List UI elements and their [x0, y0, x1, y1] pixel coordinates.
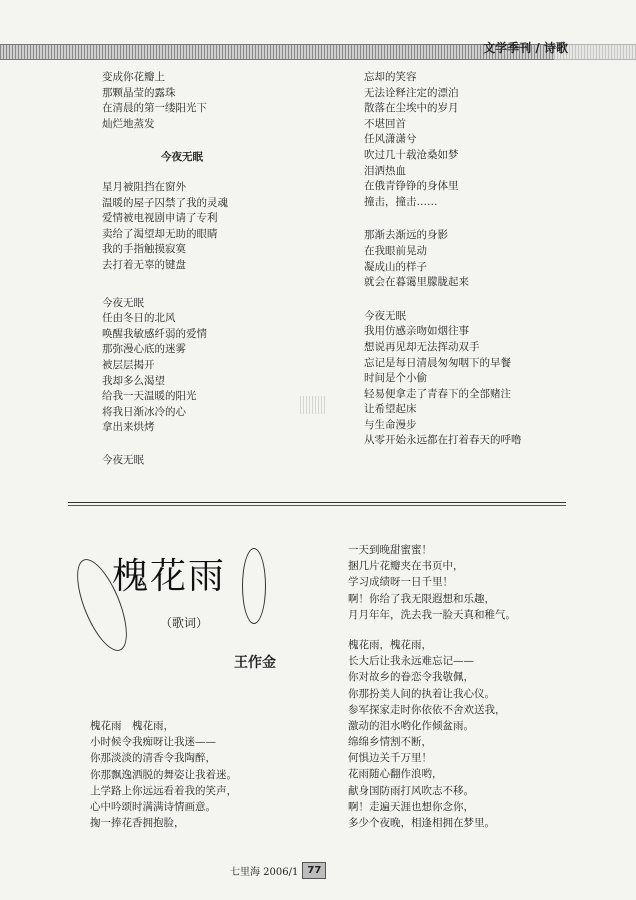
poem-line: 今夜无眠: [364, 309, 406, 322]
lyric-line: 献身国防雨打风吹志不移。: [348, 784, 474, 797]
lyric-line: 学习成绩呀一日千里！: [348, 576, 453, 589]
author-name: 王作金: [234, 655, 276, 671]
section-label: 文学季刊 / 诗歌: [483, 40, 568, 55]
poem-line: 那颗晶莹的露珠: [102, 86, 176, 99]
poem-line: 与生命漫步: [364, 418, 417, 431]
poem-line: 吹过几十载沧桑如梦: [364, 148, 459, 161]
poem-line: 唤醒我敏感纤弱的爱情: [102, 327, 207, 340]
poem-line: 撞击，撞击……: [364, 195, 438, 208]
lyric-line: 小时候令我痴呀让我迷——: [90, 736, 216, 749]
poem-line: 我的手指触摸寂寞: [102, 243, 186, 256]
poem-line: 想说再见却无法挥动双手: [364, 340, 480, 353]
poem-stanza: [102, 180, 262, 274]
lyric-line: 参军探家走时你依依不舍欢送我，: [348, 703, 506, 716]
lyric-line: 多少个夜晚，相逢相拥在梦里。: [348, 817, 495, 829]
poem-line: 拿出来烘烤: [102, 421, 155, 434]
lyric-line: 你那淡淡的清香令我陶醉，: [90, 752, 216, 765]
poem-line: 将我日渐冰冷的心: [102, 405, 186, 418]
poem-line: 在俄青铮铮的身体里: [364, 180, 459, 193]
poem-line: 去打着无辜的键盘: [102, 258, 186, 271]
lyric-line: 你那扮美人间的执着让我心仪。: [348, 687, 495, 700]
poem-line: 我却多么渴望: [102, 374, 165, 387]
lyric-line: 槐花雨，槐花雨，: [348, 638, 432, 651]
poem-line: 温暖的屋子囚禁了我的灵魂: [102, 196, 228, 209]
page-number: 77: [302, 862, 326, 879]
poem-line: 被层层揭开: [102, 358, 155, 371]
poem-line: 在我眼前晃动: [364, 244, 427, 257]
poem-stanza: [364, 70, 522, 210]
poem-line: 那渐去渐远的身影: [364, 229, 448, 242]
lyric-line: 上学路上你远远看着我的笑声，: [90, 784, 237, 797]
poem-line: 忘却的笑容: [364, 71, 417, 83]
lyric-line: 捆几片花瓣夹在书页中，: [348, 560, 464, 573]
poem-line: 给我一天温暖的阳光: [102, 390, 197, 403]
poem-line: 任由冬日的北风: [102, 312, 176, 325]
poem-line: 从零开始永远都在打着春天的呼噜: [364, 434, 522, 447]
poem-line: 凝成山的样子: [364, 260, 427, 273]
lyrics-left-column: [90, 718, 237, 831]
lyric-line: 绵绵乡情割不断，: [348, 736, 432, 749]
poem-line: 散落在尘埃中的岁月: [364, 102, 459, 115]
magazine-issue: 七里海 2006/1: [230, 866, 299, 878]
poem-stanza: [364, 309, 522, 449]
poem-line: 星月被阻挡在窗外: [102, 180, 186, 193]
print-smudge: [300, 396, 326, 414]
poem-continuation: [102, 70, 262, 132]
poem-line: 让希望起床: [364, 403, 417, 416]
poem-line: 就会在暮霭里朦胧起来: [364, 276, 469, 289]
song-title: 槐花雨: [112, 556, 227, 597]
poem-line: 灿烂地蒸发: [102, 117, 155, 130]
poem-line: 忘记是每日清晨匆匆咽下的早餐: [364, 356, 511, 369]
lyric-line: 啊！你给了我无限遐想和乐趣，: [348, 592, 495, 605]
right-column: [364, 70, 522, 449]
poem-line: 轻易便拿走了青春下的全部赌注: [364, 387, 511, 400]
left-column: [102, 70, 262, 468]
poem-line: 爱情被电视剧申请了专利: [102, 212, 218, 225]
poem-line: 在清晨的第一缕阳光下: [102, 102, 207, 115]
page-footer: [230, 861, 326, 879]
poem-line: 变成你花瓣上: [102, 71, 165, 83]
lyrics-right-column: [348, 542, 516, 831]
poem-line: 不堪回首: [364, 117, 406, 130]
poem-stanza: [364, 228, 522, 290]
lyric-line: 槐花雨 槐花雨，: [90, 720, 174, 732]
lyric-line: 你对故乡的眷恋令我敬佩，: [348, 671, 474, 684]
section-divider: [68, 502, 566, 503]
lyric-line: 你那飘逸洒脱的舞姿让我着迷。: [90, 768, 237, 781]
section-divider: [68, 505, 566, 506]
poem-line: 无法诠释注定的漂泊: [364, 86, 459, 99]
lyric-line: 一天到晚甜蜜蜜！: [348, 544, 432, 556]
lyric-line: 掬一捧花香拥抱脸，: [90, 817, 185, 830]
lyric-line: 长大后让我永远难忘记——: [348, 655, 474, 668]
poem-line: 泪洒热血: [364, 164, 406, 177]
poem-title: 今夜无眠: [161, 151, 203, 164]
poem-line: 任风潇潇兮: [364, 133, 417, 146]
poem-line: 我用仿感亲吻如烟往事: [364, 325, 469, 338]
lyric-line: 激动的泪水哟化作倾盆雨。: [348, 719, 474, 732]
poem-stanza: [102, 296, 262, 436]
poem-line: 今夜无眠: [102, 296, 144, 309]
lyric-line: 啊！走遍天涯也想你念你，: [348, 800, 474, 813]
song-subtitle: （歌词）: [160, 616, 209, 630]
poem-line: 时间是个小偷: [364, 372, 427, 385]
poem-line: 那弥漫心底的迷雾: [102, 343, 186, 356]
lyric-line: 花雨随心翻作浪哟，: [348, 768, 443, 781]
lyric-line: 心中吟颂时满满诗情画意。: [90, 800, 216, 813]
lyric-line: 何惧边关千万里！: [348, 752, 432, 765]
poem-line: 今夜无眠: [102, 453, 144, 466]
poem-line: 卖给了渴望却无助的眼睛: [102, 227, 218, 240]
lyric-line: 月月年年，洗去我一脸天真和稚气。: [348, 608, 516, 621]
